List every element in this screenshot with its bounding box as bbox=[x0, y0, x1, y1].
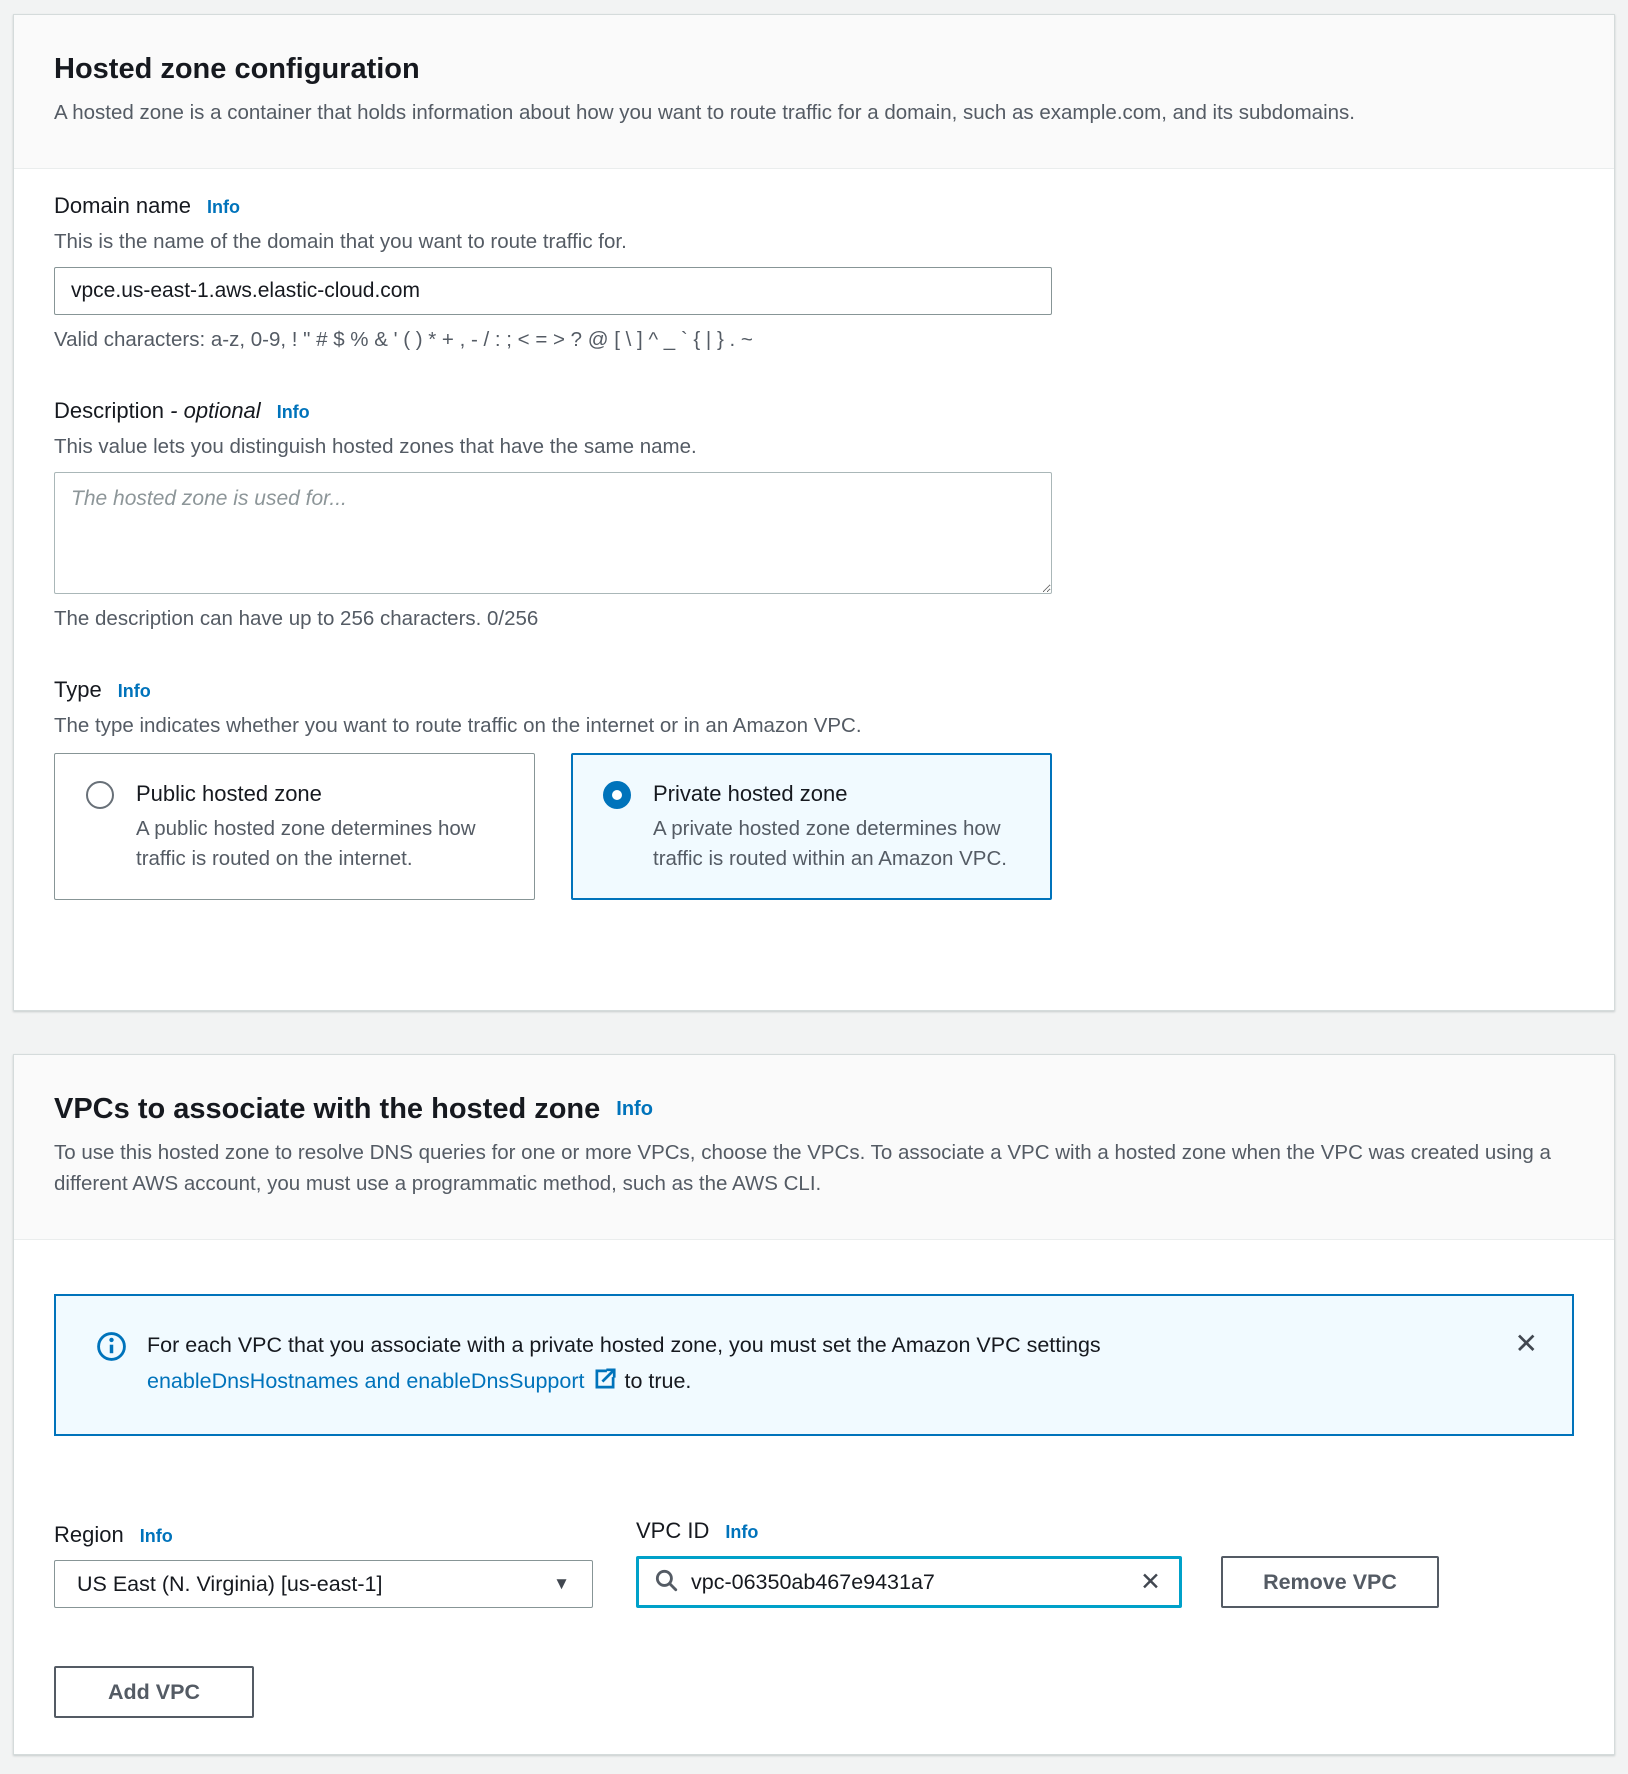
region-column bbox=[54, 1520, 593, 1608]
vpc-associate-body bbox=[14, 1240, 1614, 1754]
type-field bbox=[54, 675, 1574, 900]
description-help: This value lets you distinguish hosted zones that have the same name. bbox=[54, 435, 697, 458]
region-select-value: US East (N. Virginia) [us-east-1] bbox=[77, 1571, 383, 1596]
private-hosted-zone-radio[interactable] bbox=[603, 781, 631, 809]
vpc-associate-header bbox=[14, 1055, 1614, 1240]
alert-close-icon[interactable]: ✕ bbox=[1514, 1328, 1538, 1359]
chevron-down-icon: ▼ bbox=[553, 1574, 570, 1593]
hosted-zone-config-card bbox=[13, 14, 1615, 1011]
description-optional-suffix: - optional bbox=[170, 398, 261, 423]
description-label: Description - optional bbox=[54, 398, 261, 423]
remove-vpc-button[interactable]: Remove VPC bbox=[1221, 1556, 1439, 1608]
hosted-zone-config-title: Hosted zone configuration bbox=[54, 53, 420, 85]
vpc-associate-card bbox=[13, 1054, 1615, 1755]
public-hosted-zone-radio[interactable] bbox=[86, 781, 114, 809]
description-textarea[interactable] bbox=[54, 472, 1052, 594]
external-link-icon[interactable] bbox=[592, 1373, 618, 1397]
private-hosted-zone-tile[interactable] bbox=[571, 753, 1052, 900]
clear-vpc-id-icon[interactable]: ✕ bbox=[1136, 1567, 1165, 1597]
alert-text-line2 bbox=[147, 1363, 1101, 1403]
public-hosted-zone-title: Public hosted zone bbox=[136, 781, 322, 806]
public-hosted-zone-tile[interactable] bbox=[54, 753, 535, 900]
add-vpc-button[interactable]: Add VPC bbox=[54, 1666, 254, 1718]
search-icon bbox=[653, 1567, 679, 1598]
enable-dns-link[interactable]: enableDnsHostnames and enableDnsSupport bbox=[147, 1369, 585, 1393]
domain-name-constraint: Valid characters: a-z, 0-9, ! " # $ % & ' ( ) * + , - / : ; < = > ? @ [ \ ] ^ _ ` { | } . ~ bbox=[54, 328, 753, 351]
region-info-link[interactable]: Info bbox=[139, 1526, 173, 1546]
alert-text-line1: For each VPC that you associate with a private hosted zone, you must set the Amazon VPC settings bbox=[147, 1333, 1101, 1357]
domain-name-field bbox=[54, 191, 1574, 352]
hosted-zone-config-description: A hosted zone is a container that holds information about how you want to route traffic for a domain, such as example.com, and its subdomains. bbox=[54, 101, 1355, 124]
type-help: The type indicates whether you want to route traffic on the internet or in an Amazon VPC. bbox=[54, 714, 862, 737]
description-info-link[interactable]: Info bbox=[276, 402, 310, 422]
region-label: Region bbox=[54, 1522, 124, 1547]
vpc-id-label: VPC ID bbox=[636, 1518, 710, 1543]
domain-name-info-link[interactable]: Info bbox=[206, 197, 240, 217]
vpc-associate-title: VPCs to associate with the hosted zone bbox=[54, 1093, 601, 1125]
info-circle-icon bbox=[96, 1331, 127, 1367]
vpc-id-search-box bbox=[636, 1556, 1182, 1608]
private-hosted-zone-description: A private hosted zone determines how traffic is routed within an Amazon VPC. bbox=[653, 817, 1007, 870]
type-radio-group bbox=[54, 753, 1574, 900]
description-field bbox=[54, 396, 1574, 631]
vpc-settings-info-alert bbox=[54, 1294, 1574, 1436]
domain-name-input[interactable] bbox=[54, 267, 1052, 315]
vpc-id-info-link[interactable]: Info bbox=[725, 1522, 759, 1542]
hosted-zone-config-body bbox=[14, 169, 1614, 1010]
domain-name-help: This is the name of the domain that you want to route traffic for. bbox=[54, 230, 627, 253]
hosted-zone-config-header bbox=[14, 15, 1614, 169]
private-hosted-zone-title: Private hosted zone bbox=[653, 781, 848, 806]
public-hosted-zone-description: A public hosted zone determines how traffic is routed on the internet. bbox=[136, 817, 476, 870]
domain-name-label: Domain name bbox=[54, 193, 191, 218]
vpc-associate-description: To use this hosted zone to resolve DNS queries for one or more VPCs, choose the VPCs. To associate a VPC with a hosted zone when the VPC was created using a different AWS account, you must use a programmatic method, such as the AWS CLI. bbox=[54, 1141, 1551, 1195]
vpc-id-input[interactable] bbox=[691, 1570, 1124, 1595]
vpc-id-column bbox=[636, 1516, 1182, 1608]
description-counter: The description can have up to 256 characters. 0/256 bbox=[54, 607, 539, 630]
type-info-link[interactable]: Info bbox=[117, 681, 151, 701]
region-select[interactable] bbox=[54, 1560, 593, 1608]
vpc-associate-info-link[interactable]: Info bbox=[616, 1098, 653, 1120]
alert-text-after: to true. bbox=[624, 1369, 692, 1393]
type-label: Type bbox=[54, 677, 102, 702]
vpc-association-row bbox=[54, 1516, 1574, 1608]
alert-text bbox=[147, 1327, 1101, 1403]
